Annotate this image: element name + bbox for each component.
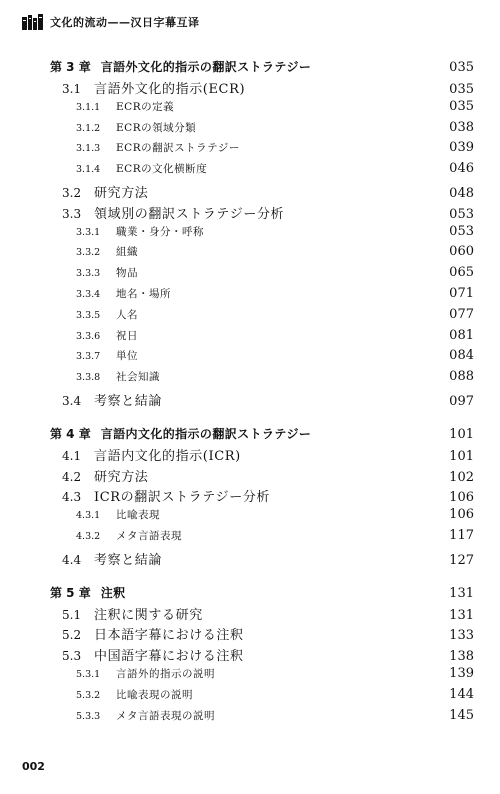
toc-section[interactable] (50, 445, 474, 466)
toc-entry-label (50, 445, 241, 464)
toc-subsection[interactable] (50, 369, 474, 390)
toc-entry-label (50, 708, 215, 723)
toc-entry-label (50, 624, 244, 643)
toc-subsection[interactable] (50, 99, 474, 120)
toc-entry-page: 053 (449, 223, 474, 239)
toc-entry-page: 053 (449, 206, 474, 222)
toc-entry-label (50, 244, 138, 259)
toc-entry-title: 職業・身分・呼称 (116, 225, 204, 238)
toc-subsection[interactable] (50, 528, 474, 549)
toc-entry-title: 中国語字幕における注釈 (94, 649, 244, 665)
toc-section[interactable] (50, 466, 474, 487)
toc-entry-number: 3.4 (62, 393, 82, 408)
toc-section[interactable] (50, 624, 474, 645)
toc-entry-title: 物品 (116, 267, 138, 280)
toc-entry-page: 035 (449, 82, 474, 97)
toc-entry-page: 088 (449, 369, 474, 385)
toc-entry-number: 3.1.4 (76, 164, 101, 176)
toc-entry-title: 言語外文化的指示(ECR) (94, 82, 246, 97)
toc-entry-title: 言語外文化的指示の翻訳ストラテジー (100, 60, 312, 74)
toc-section[interactable] (50, 203, 474, 224)
toc-entry-page: 035 (449, 98, 474, 114)
running-header (22, 14, 200, 30)
toc-entry-number: 第 3 章 (50, 60, 91, 74)
toc-section[interactable] (50, 390, 474, 411)
toc-entry-number: 3.3.7 (76, 351, 101, 363)
toc-subsection[interactable] (50, 286, 474, 307)
toc-entry-title: メタ言語表現 (116, 529, 182, 542)
toc-entry-page: 101 (449, 426, 474, 442)
toc-entry-title: 言語外的指示の説明 (116, 667, 215, 680)
toc-entry-page: 131 (449, 607, 474, 623)
toc-entry-number: 4.1 (62, 448, 82, 463)
toc-entry-label (50, 687, 193, 702)
toc-entry-page: 035 (449, 60, 474, 75)
toc-entry-label (50, 507, 160, 522)
toc-entry-number: 3.3.2 (76, 247, 101, 259)
toc-entry-page: 106 (449, 490, 474, 506)
toc-entry-title: 社会知識 (116, 371, 160, 384)
toc-section[interactable] (50, 604, 474, 625)
toc-entry-title: ECRの文化横断度 (116, 163, 208, 176)
toc-entry-number: 4.4 (62, 552, 82, 567)
toc-entry-title: ECRの領域分類 (116, 121, 197, 134)
toc-entry-title: メタ言語表現の説明 (116, 709, 215, 722)
toc-entry-page: 102 (449, 469, 474, 485)
toc-entry-page: 133 (449, 628, 474, 644)
toc-entry-label (50, 307, 138, 322)
toc-entry-page: 138 (449, 649, 474, 665)
toc-chapter[interactable] (50, 425, 474, 445)
toc-entry-number: 5.3 (62, 649, 82, 664)
toc-entry-label (50, 348, 138, 363)
toc-entry-number: 4.3 (62, 490, 82, 505)
toc-entry-page: 077 (449, 306, 474, 322)
toc-entry-page: 127 (449, 552, 474, 568)
toc-entry-number: 第 5 章 (50, 585, 91, 600)
toc-subsection[interactable] (50, 507, 474, 528)
toc-entry-label (50, 140, 240, 155)
toc-entry-number: 3.2 (62, 185, 82, 200)
toc-entry-page: 131 (449, 585, 474, 601)
toc-subsection[interactable] (50, 687, 474, 708)
toc-entry-label (50, 161, 207, 176)
toc-entry-page: 071 (449, 285, 474, 301)
toc-entry-title: 考察と結論 (94, 393, 163, 409)
toc-entry-label (50, 425, 311, 442)
toc-entry-label (50, 666, 215, 681)
toc-entry-label (50, 369, 160, 384)
toc-entry-number: 3.3.3 (76, 268, 101, 280)
toc-entry-title: 人名 (116, 308, 138, 321)
toc-entry-page: 048 (449, 185, 474, 201)
toc-entry-number: 5.3.3 (76, 710, 101, 722)
toc-entry-title: 言語内文化的指示(ICR) (94, 448, 241, 464)
toc-entry-title: 地名・場所 (116, 287, 171, 300)
toc-entry-label (50, 466, 148, 485)
toc-entry-label (50, 645, 244, 664)
toc-entry-page: 081 (449, 327, 474, 343)
toc-entry-label (50, 604, 203, 623)
toc-entry-title: 考察と結論 (94, 552, 163, 568)
toc-entry-label (50, 58, 311, 75)
toc-entry-page: 117 (449, 527, 474, 543)
toc-entry-title: 研究方法 (94, 185, 149, 201)
running-header-title: 文化的流动——汉日字幕互译 (50, 16, 200, 29)
toc-entry-title: 単位 (116, 350, 138, 363)
toc-entry-page: 039 (449, 140, 474, 156)
toc-entry-page: 139 (449, 665, 474, 681)
toc-subsection[interactable] (50, 307, 474, 328)
toc-entry-title: 注釈に関する研究 (94, 607, 203, 623)
toc-subsection[interactable] (50, 666, 474, 687)
toc-subsection[interactable] (50, 328, 474, 349)
toc-entry-page: 065 (449, 265, 474, 281)
toc-entry-number: 3.3 (62, 206, 82, 221)
toc-subsection[interactable] (50, 708, 474, 729)
toc-entry-title: 研究方法 (94, 469, 149, 485)
toc-entry-number: 4.3.1 (76, 510, 101, 522)
toc-entry-label (50, 203, 284, 222)
toc-entry-label (50, 224, 204, 239)
toc-entry-label (50, 584, 126, 601)
toc-entry-label (50, 390, 162, 409)
toc-entry-number: 5.3.2 (76, 689, 101, 701)
toc-section[interactable] (50, 645, 474, 666)
toc-entry-title: ECRの翻訳ストラテジー (116, 142, 240, 155)
toc-subsection[interactable] (50, 244, 474, 265)
toc-entry-title: 注釈 (100, 585, 126, 600)
toc-entry-page: 101 (449, 448, 474, 464)
toc-entry-label (50, 99, 174, 114)
toc-entry-number: 5.2 (62, 628, 82, 643)
toc-subsection[interactable] (50, 120, 474, 141)
toc-section[interactable] (50, 486, 474, 507)
toc-chapter[interactable] (50, 58, 474, 78)
book-stack-icon (22, 14, 44, 30)
toc-entry-number: 3.3.5 (76, 309, 101, 321)
toc-entry-page: 084 (449, 348, 474, 364)
toc-entry-title: ICRの翻訳ストラテジー分析 (94, 490, 271, 506)
toc-entry-number: 4.2 (62, 469, 82, 484)
toc-entry-number: 3.3.6 (76, 330, 101, 342)
toc-entry-number: 3.1.1 (76, 101, 101, 113)
toc-entry-title: 祝日 (116, 329, 138, 342)
toc-entry-label (50, 328, 138, 343)
toc-entry-number: 5.1 (62, 607, 82, 622)
toc-subsection[interactable] (50, 140, 474, 161)
toc-entry-number: 3.1.2 (76, 122, 101, 134)
toc-entry-number: 3.3.4 (76, 288, 101, 300)
toc-entry-label (50, 78, 245, 97)
toc-entry-label (50, 549, 162, 568)
table-of-contents (50, 58, 474, 728)
toc-entry-number: 4.3.2 (76, 530, 101, 542)
toc-section[interactable] (50, 78, 474, 99)
toc-subsection[interactable] (50, 224, 474, 245)
toc-entry-number: 3.1 (62, 82, 82, 96)
toc-entry-page: 046 (449, 161, 474, 177)
toc-subsection[interactable] (50, 265, 474, 286)
toc-entry-label (50, 486, 270, 505)
toc-subsection[interactable] (50, 161, 474, 182)
toc-chapter[interactable] (50, 584, 474, 604)
toc-entry-number: 3.3.8 (76, 372, 101, 384)
toc-entry-title: 日本語字幕における注釈 (94, 628, 244, 644)
toc-entry-title: 領域別の翻訳ストラテジー分析 (94, 206, 285, 222)
toc-entry-number: 3.1.3 (76, 143, 101, 155)
toc-entry-label (50, 120, 196, 135)
toc-entry-page: 097 (449, 393, 474, 409)
toc-entry-title: 言語内文化的指示の翻訳ストラテジー (100, 426, 312, 441)
toc-entry-title: ECRの定義 (116, 100, 175, 113)
toc-entry-title: 組織 (116, 246, 138, 259)
toc-entry-page: 038 (449, 119, 474, 135)
toc-entry-number: 5.3.1 (76, 668, 101, 680)
section-gap (50, 570, 474, 584)
page-number: 002 (22, 760, 45, 773)
toc-entry-title: 比喩表現 (116, 509, 160, 522)
toc-entry-number: 第 4 章 (50, 426, 91, 441)
toc-entry-number: 3.3.1 (76, 226, 101, 238)
toc-entry-page: 106 (449, 507, 474, 523)
toc-entry-label (50, 286, 171, 301)
toc-entry-label (50, 528, 182, 543)
toc-entry-title: 比喩表現の説明 (116, 688, 193, 701)
section-gap (50, 411, 474, 425)
toc-section[interactable] (50, 182, 474, 203)
toc-subsection[interactable] (50, 348, 474, 369)
toc-entry-page: 144 (449, 686, 474, 702)
toc-entry-label (50, 265, 138, 280)
toc-entry-page: 060 (449, 244, 474, 260)
toc-section[interactable] (50, 549, 474, 570)
toc-entry-label (50, 182, 148, 201)
toc-entry-page: 145 (449, 707, 474, 723)
